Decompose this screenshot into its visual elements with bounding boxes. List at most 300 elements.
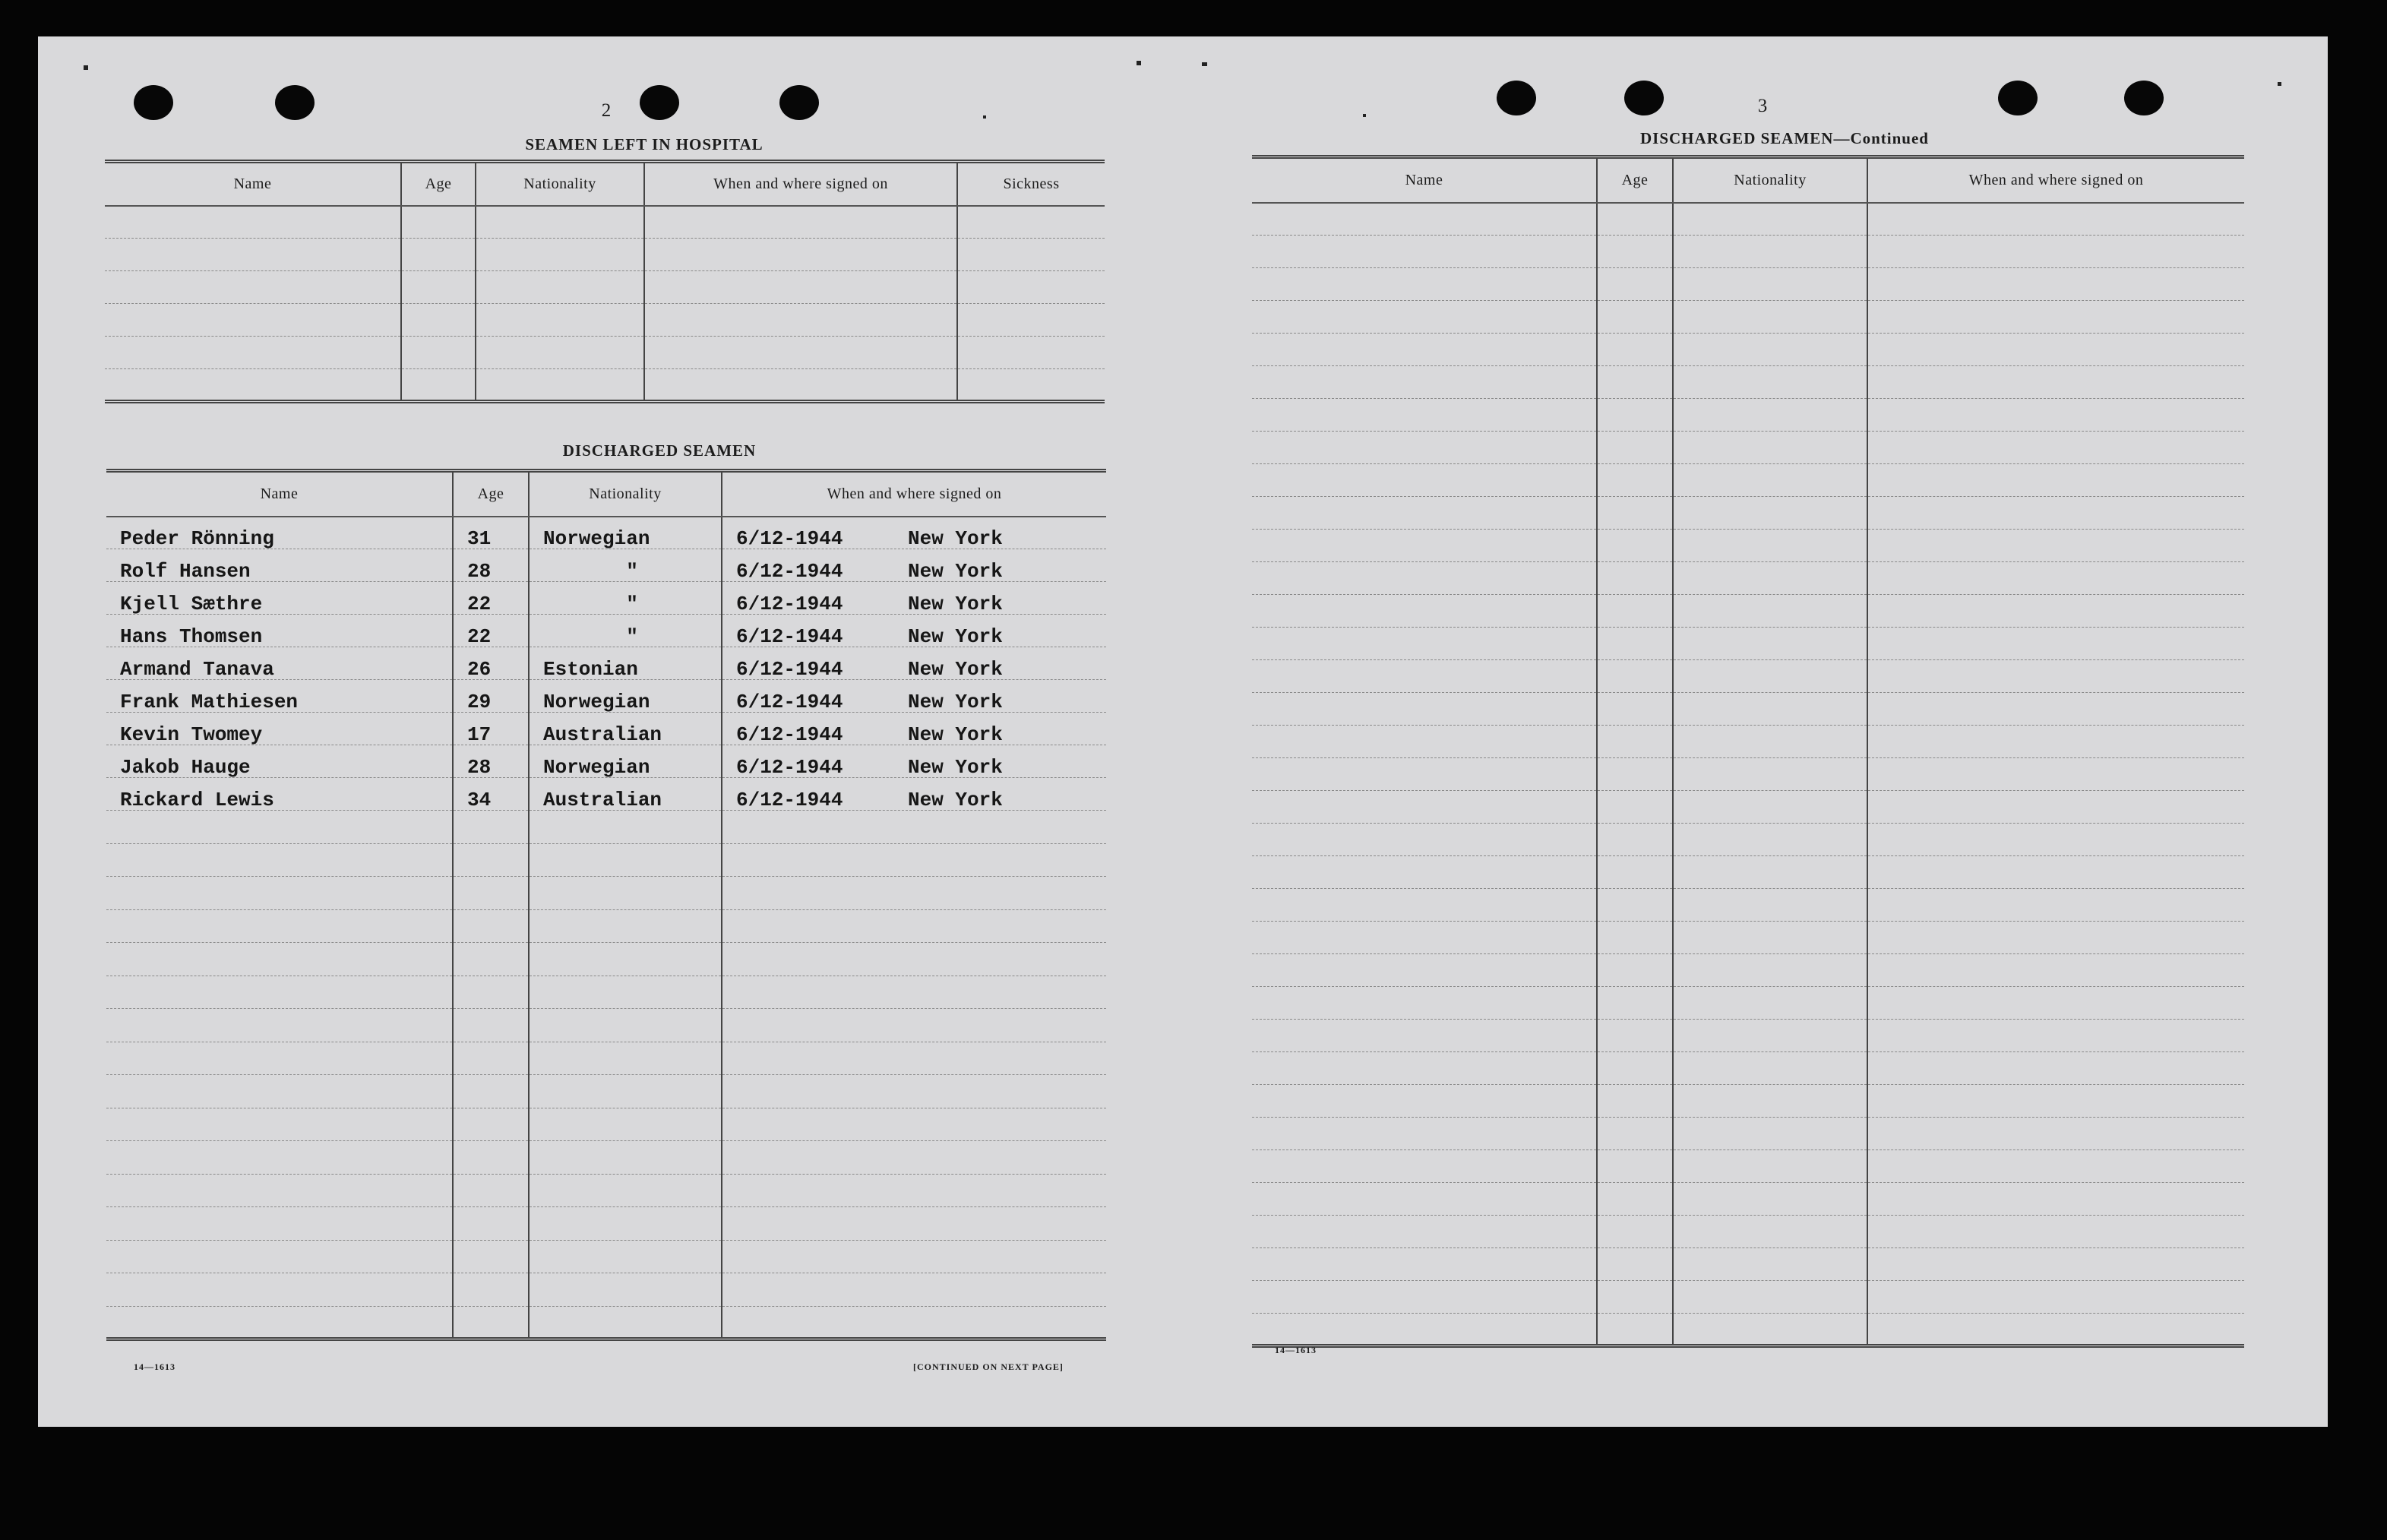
table-cell bbox=[453, 943, 529, 976]
seaman-nationality-cell: Estonian bbox=[529, 647, 722, 680]
speck-mark bbox=[2278, 82, 2281, 86]
table-row bbox=[106, 615, 1106, 647]
seaman-signed-on-cell bbox=[722, 549, 1106, 582]
table-cell bbox=[1252, 301, 1597, 334]
table-cell bbox=[105, 337, 401, 369]
table-cell bbox=[1252, 758, 1597, 791]
punch-hole-icon bbox=[1998, 81, 2038, 115]
seaman-signed-on-cell bbox=[722, 582, 1106, 615]
table-cell bbox=[529, 1141, 722, 1175]
table-cell bbox=[1597, 399, 1673, 432]
table-cell bbox=[1673, 366, 1867, 399]
signed-on-date: 6/12-1944 bbox=[736, 527, 843, 550]
table-cell bbox=[1597, 301, 1673, 334]
table-cell bbox=[1673, 301, 1867, 334]
table-cell bbox=[453, 976, 529, 1009]
table-cell bbox=[105, 304, 401, 337]
table-cell bbox=[106, 976, 453, 1009]
discharged-table bbox=[106, 469, 1106, 1341]
form-code-left: 14—1613 bbox=[134, 1361, 175, 1372]
table-cell bbox=[1673, 562, 1867, 595]
table-cell bbox=[722, 976, 1106, 1009]
table-cell bbox=[453, 1009, 529, 1042]
table-cell bbox=[1867, 1314, 2244, 1346]
seaman-name-cell: Kevin Twomey bbox=[106, 713, 453, 745]
table-cell bbox=[722, 1042, 1106, 1075]
table-cell bbox=[1673, 1216, 1867, 1248]
table-row bbox=[1252, 562, 2244, 595]
table-cell bbox=[1867, 726, 2244, 758]
table-cell bbox=[1252, 203, 1597, 236]
punch-hole-icon bbox=[2124, 81, 2164, 115]
seaman-age-cell: 28 bbox=[453, 549, 529, 582]
table-row bbox=[106, 745, 1106, 778]
table-cell bbox=[106, 1075, 453, 1108]
column-header-name: Name bbox=[1252, 157, 1597, 203]
seaman-nationality-cell: " bbox=[529, 549, 722, 582]
punch-hole-icon bbox=[1624, 81, 1664, 115]
table-cell bbox=[1673, 268, 1867, 301]
table-cell bbox=[1597, 987, 1673, 1020]
table-row bbox=[1252, 301, 2244, 334]
table-cell bbox=[722, 1174, 1106, 1207]
punch-hole-icon bbox=[640, 85, 679, 120]
seaman-age-cell: 17 bbox=[453, 713, 529, 745]
table-cell bbox=[1673, 203, 1867, 236]
table-cell bbox=[1597, 791, 1673, 824]
page-number-right: 3 bbox=[1757, 96, 1768, 116]
table-row bbox=[106, 1141, 1106, 1175]
table-cell bbox=[1867, 922, 2244, 954]
table-cell bbox=[1252, 1281, 1597, 1314]
table-cell bbox=[529, 1075, 722, 1108]
column-header-signed-on: When and where signed on bbox=[1867, 157, 2244, 203]
table-cell bbox=[1867, 595, 2244, 628]
table-cell bbox=[1597, 1281, 1673, 1314]
table-cell bbox=[1597, 464, 1673, 497]
signed-on-place: New York bbox=[908, 789, 1003, 811]
punch-hole-icon bbox=[275, 85, 315, 120]
table-row bbox=[1252, 954, 2244, 987]
table-cell bbox=[1673, 824, 1867, 856]
seaman-signed-on-cell bbox=[722, 745, 1106, 778]
table-row bbox=[105, 304, 1105, 337]
speck-mark bbox=[983, 115, 986, 119]
table-cell bbox=[1252, 954, 1597, 987]
speck-mark bbox=[1363, 114, 1366, 117]
table-cell bbox=[1252, 726, 1597, 758]
table-cell bbox=[1597, 824, 1673, 856]
table-row bbox=[105, 369, 1105, 402]
table-cell bbox=[1673, 432, 1867, 464]
table-cell bbox=[1597, 1248, 1673, 1281]
table-cell bbox=[1597, 1118, 1673, 1150]
signed-on-place: New York bbox=[908, 625, 1003, 648]
table-cell bbox=[1597, 497, 1673, 530]
table-cell bbox=[722, 877, 1106, 910]
table-cell bbox=[1597, 334, 1673, 366]
table-row bbox=[1252, 1183, 2244, 1216]
table-cell bbox=[401, 304, 476, 337]
table-cell bbox=[1867, 236, 2244, 268]
continued-note: [CONTINUED ON NEXT PAGE] bbox=[913, 1361, 1064, 1372]
table-cell bbox=[1867, 660, 2244, 693]
table-cell bbox=[529, 1042, 722, 1075]
table-cell bbox=[957, 206, 1105, 239]
column-header-signed-on: When and where signed on bbox=[644, 162, 957, 206]
table-cell bbox=[529, 811, 722, 844]
table-cell bbox=[1673, 856, 1867, 889]
speck-mark bbox=[84, 65, 88, 70]
table-row bbox=[1252, 1216, 2244, 1248]
table-cell bbox=[1867, 824, 2244, 856]
table-row bbox=[1252, 660, 2244, 693]
table-cell bbox=[529, 1174, 722, 1207]
seaman-nationality-cell: " bbox=[529, 582, 722, 615]
table-cell bbox=[1867, 203, 2244, 236]
table-cell bbox=[401, 206, 476, 239]
table-cell bbox=[1597, 954, 1673, 987]
table-row bbox=[1252, 497, 2244, 530]
table-cell bbox=[722, 1009, 1106, 1042]
table-row bbox=[1252, 889, 2244, 922]
table-cell bbox=[722, 811, 1106, 844]
signed-on-place: New York bbox=[908, 658, 1003, 681]
table-cell bbox=[1252, 1085, 1597, 1118]
table-cell bbox=[1673, 726, 1867, 758]
table-cell bbox=[453, 1174, 529, 1207]
table-cell bbox=[106, 943, 453, 976]
table-cell bbox=[722, 1240, 1106, 1273]
table-row bbox=[1252, 236, 2244, 268]
seaman-nationality-cell: Norwegian bbox=[529, 517, 722, 549]
column-header-age: Age bbox=[1597, 157, 1673, 203]
table-cell bbox=[1252, 889, 1597, 922]
table-row bbox=[106, 647, 1106, 680]
discharged-section-title: DISCHARGED SEAMEN bbox=[562, 441, 757, 460]
table-cell bbox=[476, 337, 644, 369]
table-cell bbox=[722, 1075, 1106, 1108]
table-cell bbox=[1867, 562, 2244, 595]
right-section-title: DISCHARGED SEAMEN—Continued bbox=[1640, 129, 1929, 147]
table-cell bbox=[529, 1240, 722, 1273]
table-row bbox=[1252, 366, 2244, 399]
table-cell bbox=[1673, 497, 1867, 530]
table-cell bbox=[1867, 268, 2244, 301]
table-row bbox=[1252, 530, 2244, 562]
table-cell bbox=[644, 271, 957, 304]
table-cell bbox=[1673, 1085, 1867, 1118]
table-cell bbox=[1252, 562, 1597, 595]
table-cell bbox=[722, 909, 1106, 943]
table-row bbox=[1252, 824, 2244, 856]
table-cell bbox=[529, 1108, 722, 1141]
table-row bbox=[1252, 1281, 2244, 1314]
table-row bbox=[106, 582, 1106, 615]
table-cell bbox=[529, 909, 722, 943]
signed-on-date: 6/12-1944 bbox=[736, 625, 843, 648]
table-cell bbox=[1597, 236, 1673, 268]
table-cell bbox=[1673, 1183, 1867, 1216]
table-cell bbox=[722, 943, 1106, 976]
table-cell bbox=[453, 1141, 529, 1175]
table-cell bbox=[1252, 660, 1597, 693]
table-row bbox=[106, 1009, 1106, 1042]
table-cell bbox=[106, 1306, 453, 1339]
signed-on-place: New York bbox=[908, 723, 1003, 746]
table-row bbox=[1252, 726, 2244, 758]
speck-mark bbox=[1202, 62, 1207, 66]
table-row bbox=[1252, 1314, 2244, 1346]
table-cell bbox=[957, 239, 1105, 271]
table-cell bbox=[1597, 1216, 1673, 1248]
table-cell bbox=[722, 1141, 1106, 1175]
table-row bbox=[106, 549, 1106, 582]
table-cell bbox=[1252, 1020, 1597, 1052]
column-header-nationality: Nationality bbox=[1673, 157, 1867, 203]
table-row bbox=[106, 680, 1106, 713]
table-cell bbox=[529, 943, 722, 976]
table-cell bbox=[1673, 791, 1867, 824]
table-row bbox=[1252, 268, 2244, 301]
form-code-right: 14—1613 bbox=[1275, 1345, 1317, 1355]
table-cell bbox=[1867, 1281, 2244, 1314]
table-cell bbox=[476, 206, 644, 239]
signed-on-date: 6/12-1944 bbox=[736, 789, 843, 811]
table-row bbox=[106, 1273, 1106, 1307]
table-cell bbox=[1867, 856, 2244, 889]
table-row bbox=[1252, 856, 2244, 889]
seaman-name-cell: Armand Tanava bbox=[106, 647, 453, 680]
table-cell bbox=[1597, 432, 1673, 464]
table-row bbox=[106, 1075, 1106, 1108]
seaman-nationality-cell: Australian bbox=[529, 778, 722, 811]
table-cell bbox=[1252, 791, 1597, 824]
table-cell bbox=[1252, 1150, 1597, 1183]
seaman-name-cell: Jakob Hauge bbox=[106, 745, 453, 778]
seaman-name-cell: Peder Rönning bbox=[106, 517, 453, 549]
table-cell bbox=[105, 369, 401, 402]
table-cell bbox=[1252, 987, 1597, 1020]
table-cell bbox=[476, 369, 644, 402]
seaman-nationality-cell: Norwegian bbox=[529, 680, 722, 713]
table-row bbox=[1252, 1085, 2244, 1118]
table-cell bbox=[1252, 268, 1597, 301]
table-cell bbox=[453, 1240, 529, 1273]
table-row bbox=[1252, 203, 2244, 236]
seaman-signed-on-cell bbox=[722, 517, 1106, 549]
table-cell bbox=[106, 811, 453, 844]
column-header-age: Age bbox=[453, 471, 529, 517]
table-cell bbox=[1867, 1052, 2244, 1085]
seaman-name-cell: Rickard Lewis bbox=[106, 778, 453, 811]
table-cell bbox=[1867, 301, 2244, 334]
table-cell bbox=[529, 1207, 722, 1241]
table-cell bbox=[1673, 236, 1867, 268]
table-cell bbox=[1673, 693, 1867, 726]
table-cell bbox=[453, 843, 529, 877]
signed-on-place: New York bbox=[908, 560, 1003, 583]
table-row bbox=[106, 517, 1106, 549]
table-cell bbox=[1252, 464, 1597, 497]
table-cell bbox=[1867, 791, 2244, 824]
table-cell bbox=[453, 1207, 529, 1241]
table-cell bbox=[644, 304, 957, 337]
table-cell bbox=[722, 1306, 1106, 1339]
table-cell bbox=[529, 843, 722, 877]
seaman-nationality-cell: " bbox=[529, 615, 722, 647]
signed-on-place: New York bbox=[908, 593, 1003, 615]
table-cell bbox=[106, 1009, 453, 1042]
signed-on-place: New York bbox=[908, 756, 1003, 779]
document-sheet bbox=[38, 36, 2328, 1427]
table-row bbox=[106, 1108, 1106, 1141]
table-cell bbox=[1673, 628, 1867, 660]
table-cell bbox=[1252, 1052, 1597, 1085]
table-row bbox=[1252, 1118, 2244, 1150]
table-cell bbox=[1597, 758, 1673, 791]
table-cell bbox=[106, 1240, 453, 1273]
table-row bbox=[1252, 758, 2244, 791]
table-cell bbox=[1597, 268, 1673, 301]
seaman-name-cell: Frank Mathiesen bbox=[106, 680, 453, 713]
seaman-age-cell: 26 bbox=[453, 647, 529, 680]
table-cell bbox=[644, 239, 957, 271]
table-row bbox=[106, 1174, 1106, 1207]
table-row bbox=[1252, 1248, 2244, 1281]
table-cell bbox=[1597, 1085, 1673, 1118]
table-cell bbox=[1597, 856, 1673, 889]
table-cell bbox=[1252, 628, 1597, 660]
table-cell bbox=[106, 877, 453, 910]
table-cell bbox=[722, 843, 1106, 877]
table-cell bbox=[957, 369, 1105, 402]
table-cell bbox=[1252, 824, 1597, 856]
table-cell bbox=[1867, 758, 2244, 791]
table-cell bbox=[1252, 366, 1597, 399]
speck-mark bbox=[1137, 61, 1141, 65]
seaman-name-cell: Hans Thomsen bbox=[106, 615, 453, 647]
table-cell bbox=[476, 239, 644, 271]
table-cell bbox=[106, 909, 453, 943]
seaman-age-cell: 34 bbox=[453, 778, 529, 811]
table-cell bbox=[529, 1009, 722, 1042]
table-cell bbox=[1867, 432, 2244, 464]
table-cell bbox=[1673, 595, 1867, 628]
table-cell bbox=[106, 843, 453, 877]
table-cell bbox=[1867, 464, 2244, 497]
table-cell bbox=[401, 271, 476, 304]
table-cell bbox=[1252, 497, 1597, 530]
table-cell bbox=[1597, 1183, 1673, 1216]
table-row bbox=[106, 843, 1106, 877]
seaman-age-cell: 29 bbox=[453, 680, 529, 713]
table-cell bbox=[105, 206, 401, 239]
table-row bbox=[1252, 1150, 2244, 1183]
signed-on-date: 6/12-1944 bbox=[736, 560, 843, 583]
seaman-nationality-cell: Norwegian bbox=[529, 745, 722, 778]
signed-on-date: 6/12-1944 bbox=[736, 658, 843, 681]
table-cell bbox=[105, 271, 401, 304]
table-cell bbox=[1673, 530, 1867, 562]
seaman-nationality-cell: Australian bbox=[529, 713, 722, 745]
table-cell bbox=[644, 206, 957, 239]
table-cell bbox=[453, 909, 529, 943]
table-cell bbox=[957, 271, 1105, 304]
table-cell bbox=[1867, 987, 2244, 1020]
table-cell bbox=[453, 877, 529, 910]
table-cell bbox=[1597, 922, 1673, 954]
table-row bbox=[106, 1207, 1106, 1241]
table-row bbox=[105, 206, 1105, 239]
table-cell bbox=[453, 1042, 529, 1075]
table-cell bbox=[1252, 432, 1597, 464]
table-cell bbox=[106, 1273, 453, 1307]
table-cell bbox=[1597, 1020, 1673, 1052]
table-cell bbox=[1252, 1183, 1597, 1216]
table-row bbox=[106, 976, 1106, 1009]
table-cell bbox=[1597, 1150, 1673, 1183]
table-row bbox=[106, 713, 1106, 745]
table-cell bbox=[105, 239, 401, 271]
table-row bbox=[106, 877, 1106, 910]
table-cell bbox=[1597, 660, 1673, 693]
table-cell bbox=[1673, 954, 1867, 987]
table-cell bbox=[529, 1306, 722, 1339]
table-cell bbox=[1867, 1150, 2244, 1183]
table-row bbox=[1252, 922, 2244, 954]
signed-on-date: 6/12-1944 bbox=[736, 691, 843, 713]
table-cell bbox=[1673, 889, 1867, 922]
table-row bbox=[1252, 432, 2244, 464]
seaman-age-cell: 31 bbox=[453, 517, 529, 549]
table-cell bbox=[722, 1273, 1106, 1307]
table-cell bbox=[1867, 693, 2244, 726]
table-cell bbox=[106, 1108, 453, 1141]
table-cell bbox=[1597, 693, 1673, 726]
table-cell bbox=[1252, 922, 1597, 954]
table-row bbox=[106, 1306, 1106, 1339]
table-cell bbox=[1673, 1314, 1867, 1346]
table-cell bbox=[1252, 334, 1597, 366]
table-row bbox=[1252, 693, 2244, 726]
table-row bbox=[1252, 1020, 2244, 1052]
seaman-signed-on-cell bbox=[722, 713, 1106, 745]
table-cell bbox=[1673, 1248, 1867, 1281]
hospital-table bbox=[105, 160, 1105, 403]
seaman-name-cell: Kjell Sæthre bbox=[106, 582, 453, 615]
signed-on-date: 6/12-1944 bbox=[736, 756, 843, 779]
table-row bbox=[105, 337, 1105, 369]
table-cell bbox=[453, 1273, 529, 1307]
column-header-nationality: Nationality bbox=[476, 162, 644, 206]
table-cell bbox=[1597, 562, 1673, 595]
table-cell bbox=[1252, 1314, 1597, 1346]
column-header-signed-on: When and where signed on bbox=[722, 471, 1106, 517]
table-cell bbox=[1673, 1150, 1867, 1183]
table-row bbox=[105, 239, 1105, 271]
table-cell bbox=[1867, 1020, 2244, 1052]
table-cell bbox=[1252, 693, 1597, 726]
column-header-sickness: Sickness bbox=[957, 162, 1105, 206]
signed-on-place: New York bbox=[908, 691, 1003, 713]
table-cell bbox=[1252, 1118, 1597, 1150]
table-row bbox=[1252, 334, 2244, 366]
seaman-signed-on-cell bbox=[722, 778, 1106, 811]
table-cell bbox=[401, 239, 476, 271]
table-cell bbox=[1673, 987, 1867, 1020]
page-number-left: 2 bbox=[601, 100, 612, 121]
